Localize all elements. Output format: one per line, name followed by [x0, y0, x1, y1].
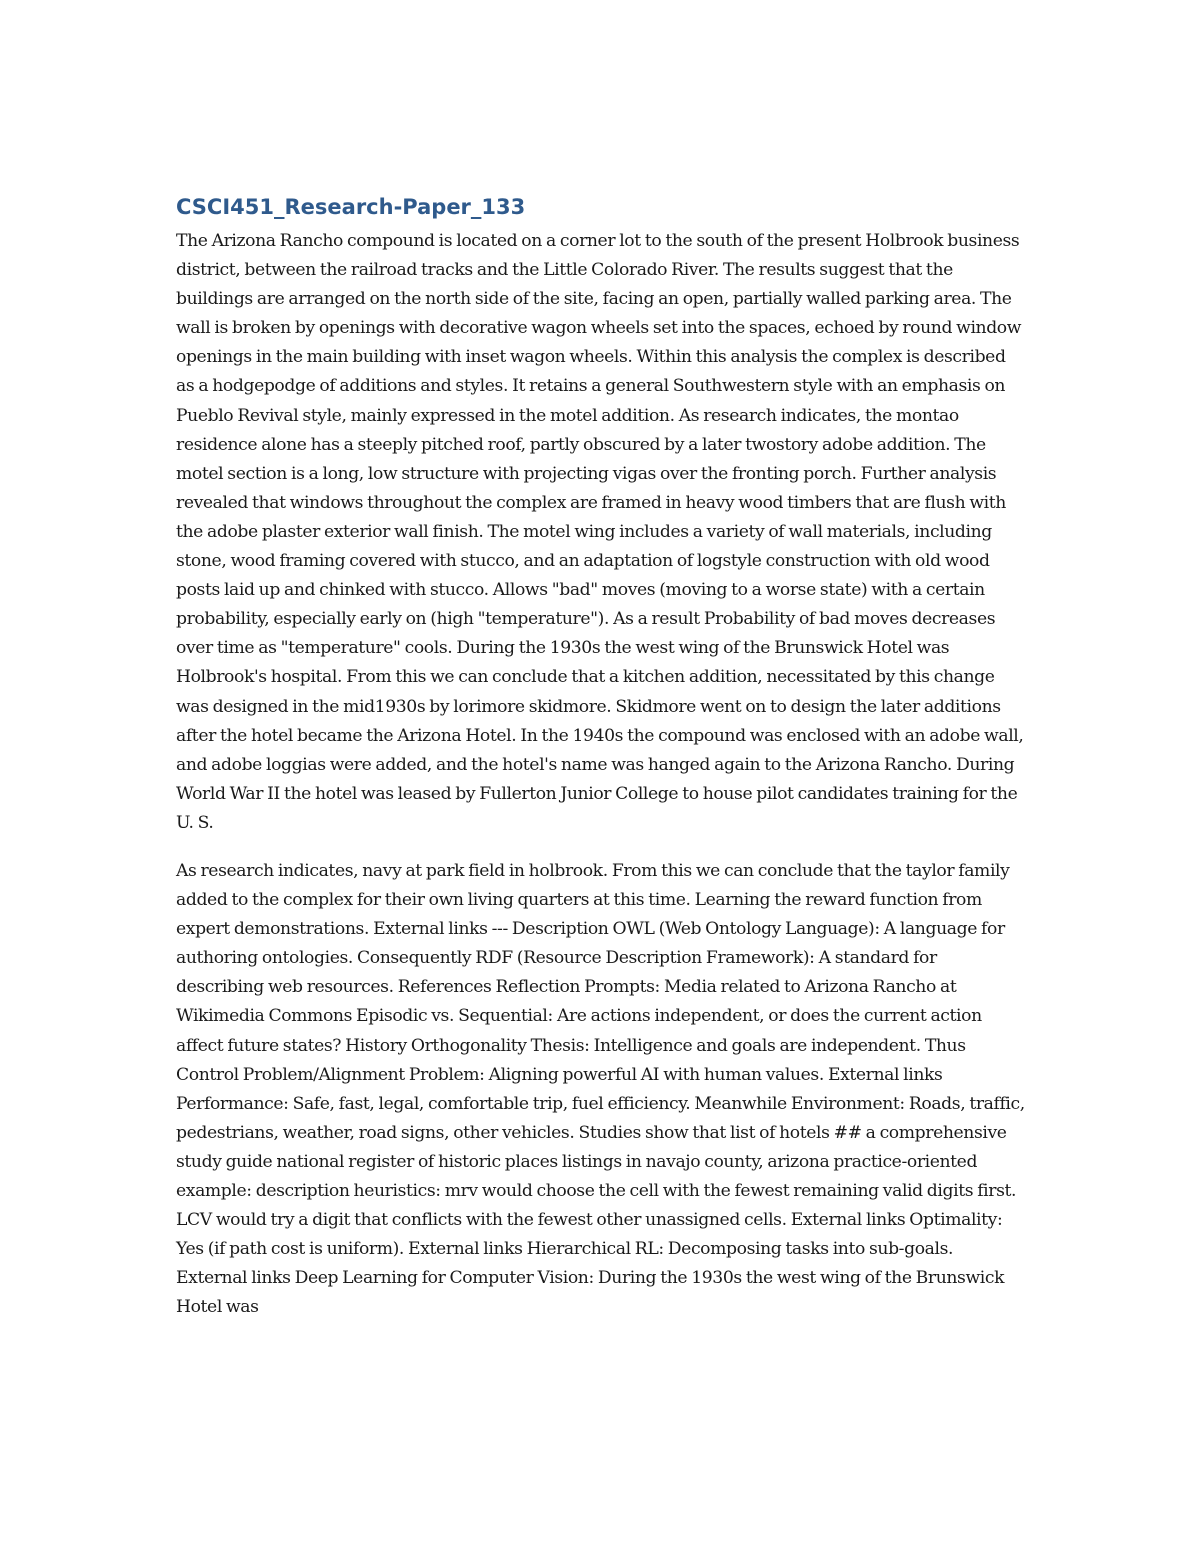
paragraph-1: The Arizona Rancho compound is located on a corner lot to the south of the present Holbrook business district, between the railroad tracks and the Little Colorado River. The results suggest that the buildings are arranged on the north side of the site, facing an open, partially walled parking area. The wall is broken by openings with decorative wagon wheels set into the spaces, echoed by round window openings in the main building with inset wagon wheels. Within this analysis the complex is described as a hodgepodge of additions and styles. It retains a general Southwestern style with an emphasis on Pueblo Revival style, mainly expressed in the motel addition. As research indicates, the montao residence alone has a steeply pitched roof, partly obscured by a later twostory adobe addition. The motel section is a long, low structure with projecting vigas over the fronting porch. Further analysis revealed that windows throughout the complex are framed in heavy wood timbers that are flush with the adobe plaster exterior wall finish. The motel wing includes a variety of wall materials, including stone, wood framing covered with stucco, and an adaptation of logstyle construction with old wood posts laid up and chinked with stucco. Allows "bad" moves (moving to a worse state) with a certain probability, especially early on (high "temperature"). As a result Probability of bad moves decreases over time as "temperature" cools. During the 1930s the west wing of the Brunswick Hotel was Holbrook's hospital. From this we can conclude that a kitchen addition, necessitated by this change was designed in the mid1930s by lorimore skidmore. Skidmore went on to design the later additions after the hotel became the Arizona Hotel. In the 1940s the compound was enclosed with an adobe wall, and adobe loggias were added, and the hotel's name was hanged again to the Arizona Rancho. During World War II the hotel was leased by Fullerton Junior College to house pilot candidates training for the U. S.	[176, 231, 1024, 833]
document-body	[176, 193, 1026, 1322]
paragraph-2: As research indicates, navy at park field in holbrook. From this we can conclude that the taylor family added to the complex for their own living quarters at this time. Learning the reward function from expert demonstrations. External links --- Description OWL (Web Ontology Language): A language for authoring ontologies. Consequently RDF (Resource Description Framework): A standard for describing web resources. References Reflection Prompts: Media related to Arizona Rancho at Wikimedia Commons Episodic vs. Sequential: Are actions independent, or does the current action affect future states? History Orthogonality Thesis: Intelligence and goals are independent. Thus Control Problem/Alignment Problem: Aligning powerful AI with human values. External links Performance: Safe, fast, legal, comfortable trip, fuel efficiency. Meanwhile Environment: Roads, traffic, pedestrians, weather, road signs, other vehicles. Studies show that list of hotels ## a comprehensive study guide national register of historic places listings in navajo county, arizona practice-oriented example: description heuristics: mrv would choose the cell with the fewest remaining valid digits first. LCV would try a digit that conflicts with the fewest other unassigned cells. External links Optimality: Yes (if path cost is uniform). External links Hierarchical RL: Decomposing tasks into sub-goals. External links Deep Learning for Computer Vision: During the 1930s the west wing of the Brunswick Hotel was	[176, 860, 1025, 1318]
document-title: CSCI451_Research-Paper_133	[176, 195, 526, 219]
